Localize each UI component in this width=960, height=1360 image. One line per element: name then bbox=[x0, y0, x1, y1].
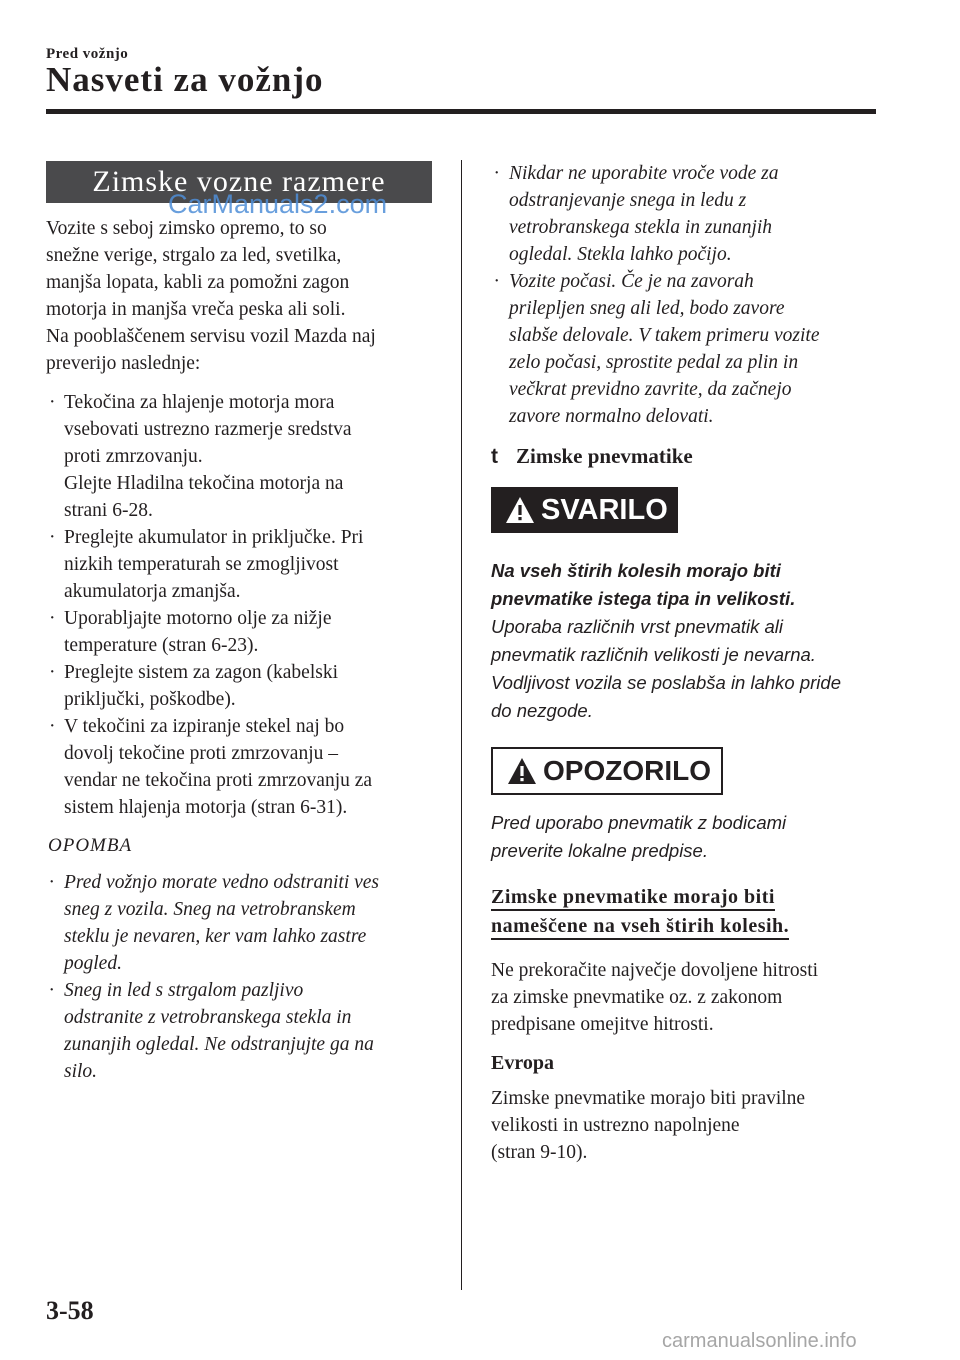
note-list bbox=[46, 869, 446, 1085]
intro-line: motorja in manjša vreča peska ali soli. bbox=[46, 299, 346, 320]
running-header-section: Pred vožnjo bbox=[46, 46, 129, 62]
caution-text: Pred uporabo pnevmatik z bodicami preverite lokalne predpise. bbox=[491, 812, 787, 861]
right-column bbox=[491, 160, 881, 1166]
list-item: · Tekočina za hlajenje motorja mora vsebovati ustrezno razmerje sredstva proti zmrzovanju. Glejte Hladilna tekočina motorja na strani 6-28. bbox=[49, 392, 352, 521]
warning-label: SVARILO bbox=[541, 493, 668, 526]
subsection-heading bbox=[491, 444, 881, 469]
speed-paragraph: Ne prekoračite največje dovoljene hitrosti za zimske pnevmatike oz. z zakonom predpisane omejitve hitrosti. bbox=[491, 960, 819, 1035]
note-label: OPOMBA bbox=[48, 835, 133, 856]
note-list-continued bbox=[491, 160, 881, 430]
region-paragraph: Zimske pnevmatike morajo biti pravilne velikosti in ustrezno napolnjene (stran 9-10). bbox=[491, 1088, 806, 1163]
column-divider bbox=[461, 160, 462, 1290]
section-banner: Zimske vozne razmere bbox=[46, 161, 432, 203]
warning-triangle-icon bbox=[505, 496, 535, 524]
warning-triangle-icon bbox=[507, 757, 537, 785]
footer-site: carmanualsonline.info bbox=[662, 1330, 857, 1352]
running-header-title: Nasveti za vožnjo bbox=[46, 60, 324, 99]
list-item: · Preglejte akumulator in priključke. Pri nizkih temperaturah se zmogljivost akumulatorja zmanjša. bbox=[49, 527, 364, 602]
warning-label-box bbox=[491, 487, 678, 533]
caution-label-box bbox=[491, 747, 723, 795]
list-item: · V tekočini za izpiranje stekel naj bo dovolj tekočine proti zmrzovanju – vendar ne tekočina proti zmrzovanju za sistem hlajenja motorja (stran 6-31). bbox=[49, 716, 373, 818]
intro-line: preverijo naslednje: bbox=[46, 353, 201, 374]
intro-paragraph bbox=[46, 215, 446, 377]
header-rule bbox=[46, 109, 876, 114]
caution-label: OPOZORILO bbox=[543, 755, 711, 786]
subsection-title: Zimske pnevmatike bbox=[516, 444, 693, 468]
warning-text: Na vseh štirih kolesih morajo biti pnevmatike istega tipa in velikosti. Uporaba različnih vrst pnevmatik ali pnevmatik različnih velikosti je nevarna. Vodljivost vozila se poslabša in lahko pride do nezgode. bbox=[491, 560, 841, 721]
subsection-marker: t bbox=[491, 445, 498, 468]
intro-line: snežne verige, strgalo za led, svetilka, bbox=[46, 245, 342, 266]
region-label: Evropa bbox=[491, 1052, 554, 1074]
left-column bbox=[46, 215, 446, 1085]
list-item: · Preglejte sistem za zagon (kabelski priključki, poškodbe). bbox=[49, 662, 338, 710]
check-list bbox=[46, 389, 446, 821]
intro-line: Vozite s seboj zimsko opremo, to so bbox=[46, 218, 327, 239]
note-item: · Sneg in led s strgalom pazljivo odstranite z vetrobranskega stekla in zunanjih ogledal. Ne odstranjujte ga na silo. bbox=[49, 980, 374, 1082]
note-item: · Nikdar ne uporabite vroče vode za odstranjevanje snega in ledu z vetrobranskega stekla in zunanjih ogledal. Stekla lahko počijo. bbox=[494, 163, 779, 265]
page-number: 3-58 bbox=[46, 1296, 94, 1325]
intro-line: manjša lopata, kabli za pomožni zagon bbox=[46, 272, 350, 293]
list-item: · Uporabljajte motorno olje za nižje temperature (stran 6-23). bbox=[49, 608, 332, 656]
watermark: CarManuals2.com bbox=[168, 189, 388, 219]
note-item: · Vozite počasi. Če je na zavorah prilepljen sneg ali led, bodo zavore slabše delovale. V takem primeru vozite zelo počasi, sprostite pedal za plin in večkrat previdno zavrite, da začnejo zavore normalno delovati. bbox=[494, 271, 820, 427]
intro-line: Na pooblaščenem servisu vozil Mazda naj bbox=[46, 326, 376, 347]
tire-requirement-heading: Zimske pnevmatike morajo biti nameščene na vseh štirih kolesih. bbox=[491, 883, 881, 941]
note-item: · Pred vožnjo morate vedno odstraniti ves sneg z vozila. Sneg na vetrobranskem steklu je nevaren, ker vam lahko zastre pogled. bbox=[49, 872, 380, 974]
